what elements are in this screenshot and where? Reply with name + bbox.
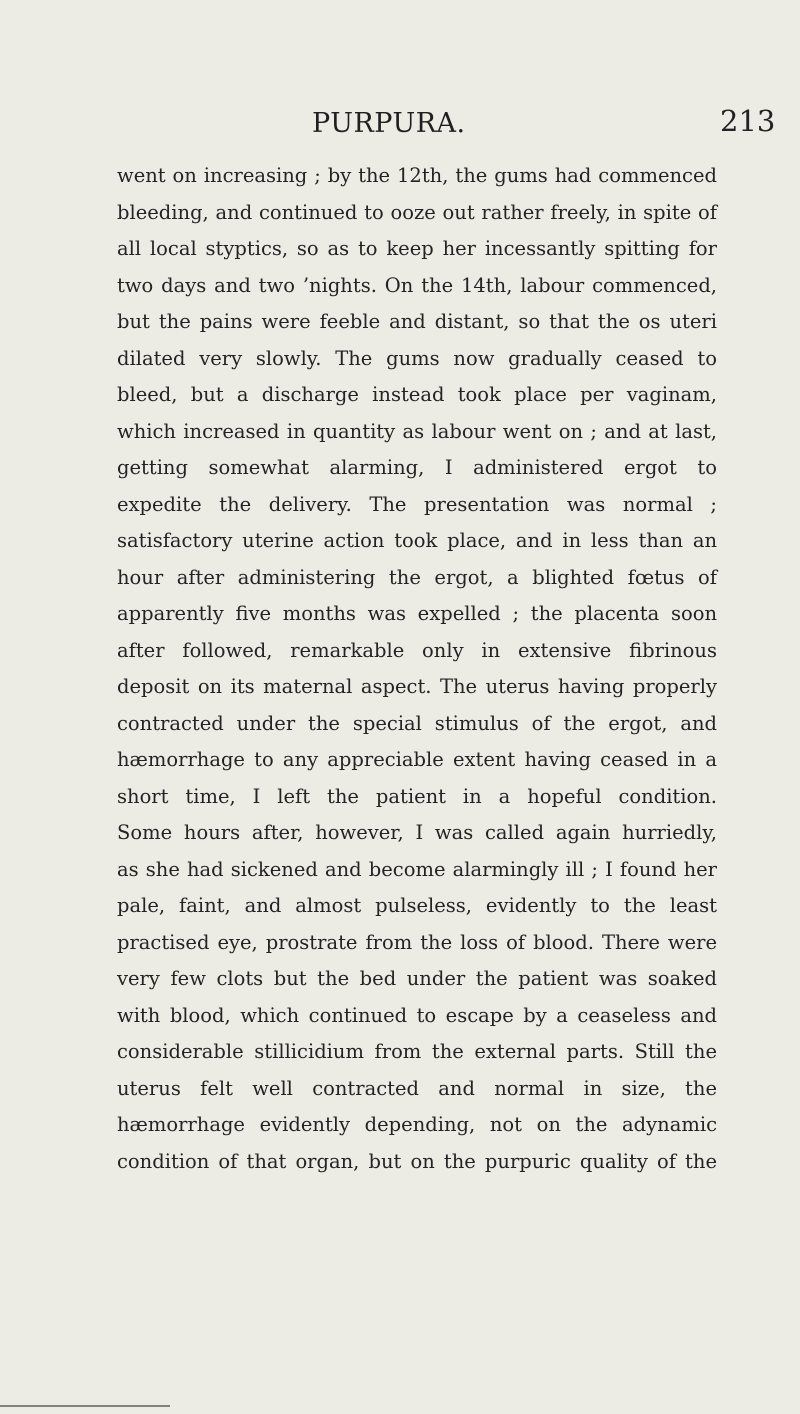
text-line: satisfactory uterine action took place, and in less than an <box>117 529 717 552</box>
text-line: two days and two ’nights. On the 14th, labour commenced, <box>117 273 717 297</box>
text-line: condition of that organ, but on the purpuric quality of the <box>117 1149 717 1173</box>
text-line: dilated very slowly. The gums now gradually ceased to <box>117 346 717 370</box>
text-line: as she had sickened and become alarmingly ill ; I found her <box>117 857 717 881</box>
text-line: but the pains were feeble and distant, so that the os uteri <box>117 310 717 333</box>
text-line: hour after administering the ergot, a blighted fœtus of <box>117 565 717 589</box>
text-line: uterus felt well contracted and normal in size, the <box>117 1076 717 1100</box>
text-line: bleeding, and continued to ooze out rather freely, in spite of <box>117 200 717 224</box>
running-head: PURPURA. <box>312 108 466 139</box>
text-line: apparently five months was expelled ; the placenta soon <box>117 602 717 625</box>
text-line: hæmorrhage to any appreciable extent having ceased in a <box>117 748 717 771</box>
text-line: deposit on its maternal aspect. The uterus having properly <box>117 675 717 698</box>
text-line: pale, faint, and almost pulseless, evidently to the least <box>117 894 717 917</box>
text-line: expedite the delivery. The presentation was normal ; <box>117 492 717 516</box>
text-line: very few clots but the bed under the patient was soaked <box>117 967 717 990</box>
text-line: considerable stillicidium from the external parts. Still the <box>117 1040 717 1063</box>
page-header <box>0 106 800 150</box>
page-number: 213 <box>720 104 776 138</box>
text-line: contracted under the special stimulus of the ergot, and <box>117 711 717 735</box>
text-line: Some hours after, however, I was called again hurriedly, <box>117 821 717 844</box>
text-line: went on increasing ; by the 12th, the gums had commenced <box>117 164 717 187</box>
text-line: with blood, which continued to escape by a ceaseless and <box>117 1003 717 1027</box>
text-line: which increased in quantity as labour went on ; and at last, <box>117 419 717 443</box>
text-line: short time, I left the patient in a hopeful condition. <box>117 784 717 808</box>
body-text <box>117 158 717 1180</box>
text-line: practised eye, prostrate from the loss of blood. There were <box>117 930 717 954</box>
text-line: all local styptics, so as to keep her incessantly spitting for <box>117 237 717 260</box>
text-line: hæmorrhage evidently depending, not on the adynamic <box>117 1113 717 1136</box>
text-line: getting somewhat alarming, I administered ergot to <box>117 456 717 479</box>
text-line: after followed, remarkable only in extensive fibrinous <box>117 638 717 662</box>
text-line: bleed, but a discharge instead took place per vaginam, <box>117 383 717 406</box>
page-edge-mark <box>0 1405 170 1407</box>
